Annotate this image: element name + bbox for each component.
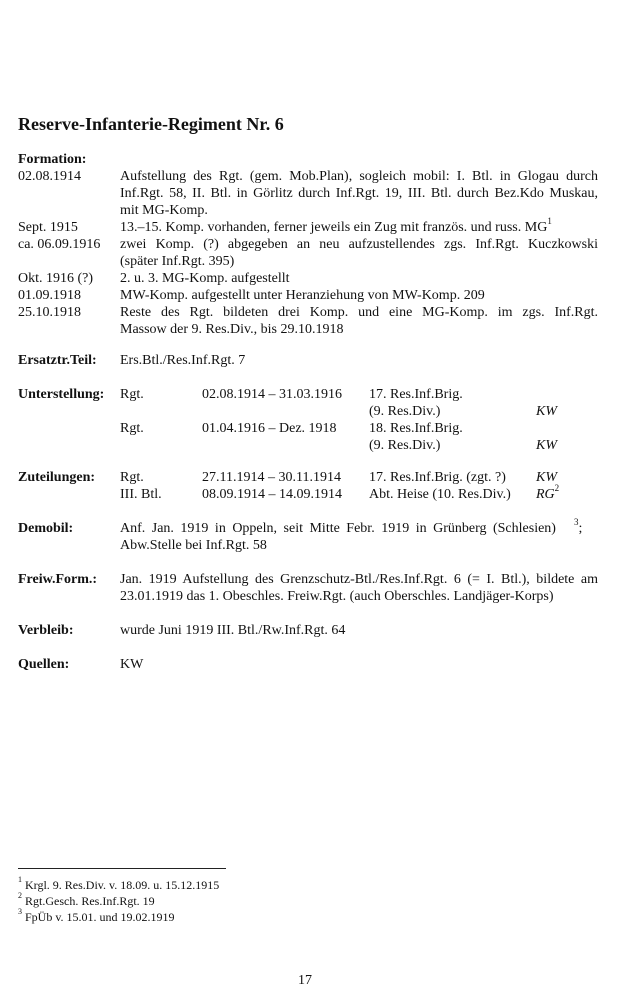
formation-text-line: zwei Komp. (?) abgegeben an neu aufzustellendes zgs. Inf.Rgt. Kuczkowski [120,237,598,252]
formation-text-line: Reste des Rgt. bildeten drei Komp. und eine MG-Komp. im zgs. Inf.Rgt. [120,305,598,320]
unterstellung-label: Unterstellung: [18,387,105,402]
unterstellung-period: 01.04.1916 – Dez. 1918 [202,421,337,436]
formation-date: 01.09.1918 [18,288,81,303]
demobil-location-a: Anf. Jan. 1919 in Oppeln, seit Mitte Febr. 1919 in Grünberg (Schlesien) [120,521,556,536]
footnote-divider [18,868,226,869]
zuteilungen-unit: III. Btl. [120,487,162,502]
footnote: $^3$ FpÜb v. 15.01. und 19.02.1919 [18,907,175,924]
demobil-ref: $^3$; [574,517,583,536]
zuteilungen-source: KW [536,470,557,485]
unterstellung-unit: Rgt. [120,421,144,436]
formation-text-line: Inf.Rgt. 58, II. Btl. in Görlitz durch Inf.Rgt. 19, III. Btl. durch Bez.Kdo Muskau, [120,186,598,201]
formation-date: Sept. 1915 [18,220,78,235]
unterstellung-source: KW [536,438,557,453]
unterstellung-source: KW [536,404,557,419]
unterstellung-brigade: 18. Res.Inf.Brig. [369,421,463,436]
verbleib-label: Verbleib: [18,623,74,638]
formation-text-line: 2. u. 3. MG-Komp. aufgestellt [120,271,290,286]
formation-date: ca. 06.09.1916 [18,237,101,252]
zuteilungen-unit: Rgt. [120,470,144,485]
footnote: $^2$ Rgt.Gesch. Res.Inf.Rgt. 19 [18,891,155,908]
quellen-label: Quellen: [18,657,70,672]
freiw-label: Freiw.Form.: [18,572,98,587]
page-title: Reserve-Infanterie-Regiment Nr. 6 [18,114,284,134]
unterstellung-unit: Rgt. [120,387,144,402]
quellen-value: KW [120,657,144,672]
footnote-ref: 1 [547,216,552,227]
formation-date: 25.10.1918 [18,305,81,320]
formation-text-line: 13.–15. Komp. vorhanden, ferner jeweils ein Zug mit französ. und russ. $MG^1$ [120,216,552,235]
zuteilungen-period: 27.11.1914 – 30.11.1914 [202,470,341,485]
unterstellung-division: (9. Res.Div.) [369,438,441,453]
footnote: $^1$ Krgl. 9. Res.Div. v. 18.09. u. 15.12.1915 [18,875,220,892]
zuteilungen-label: Zuteilungen: [18,470,96,485]
freiw-text-line: Jan. 1919 Aufstellung des Grenzschutz-Btl./Res.Inf.Rgt. 6 (= I. Btl.), bildete am [120,572,598,587]
freiw-text-line: 23.01.1919 das 1. Obeschles. Freiw.Rgt. (auch Oberschles. Landjäger-Korps) [120,589,554,604]
formation-text-line: MW-Komp. aufgestellt unter Heranziehung von MW-Komp. 209 [120,288,485,303]
demobil-line [120,517,598,537]
footnote-ref: 2 [554,483,560,494]
page-number: 17 [298,973,312,988]
formation-label: Formation: [18,152,87,167]
ersatz-label: Ersatztr.Teil: [18,353,97,368]
zuteilungen-period: 08.09.1914 – 14.09.1914 [202,487,342,502]
formation-text-line: (später Inf.Rgt. 395) [120,254,235,269]
formation-text-line: Massow der 9. Res.Div., bis 29.10.1918 [120,322,344,337]
formation-text-line: Aufstellung des Rgt. (gem. Mob.Plan), sogleich mobil: I. Btl. in Glogau durch [120,169,598,184]
demobil-line: Abw.Stelle bei Inf.Rgt. 58 [120,538,267,553]
formation-date: Okt. 1916 (?) [18,271,94,286]
unterstellung-brigade: 17. Res.Inf.Brig. [369,387,463,402]
zuteilungen-target: Abt. Heise (10. Res.Div.) [369,487,511,502]
footnote-ref: 3 [574,517,579,528]
zuteilungen-target: 17. Res.Inf.Brig. (zgt. ?) [369,470,506,485]
unterstellung-division: (9. Res.Div.) [369,404,441,419]
formation-date: 02.08.1914 [18,169,81,184]
demobil-label: Demobil: [18,521,74,536]
formation-text-line: mit MG-Komp. [120,203,208,218]
zuteilungen-source: $RG^2$ [536,483,560,502]
unterstellung-period: 02.08.1914 – 31.03.1916 [202,387,342,402]
ersatz-value: Ers.Btl./Res.Inf.Rgt. 7 [120,353,246,368]
verbleib-value: wurde Juni 1919 III. Btl./Rw.Inf.Rgt. 64 [120,623,346,638]
